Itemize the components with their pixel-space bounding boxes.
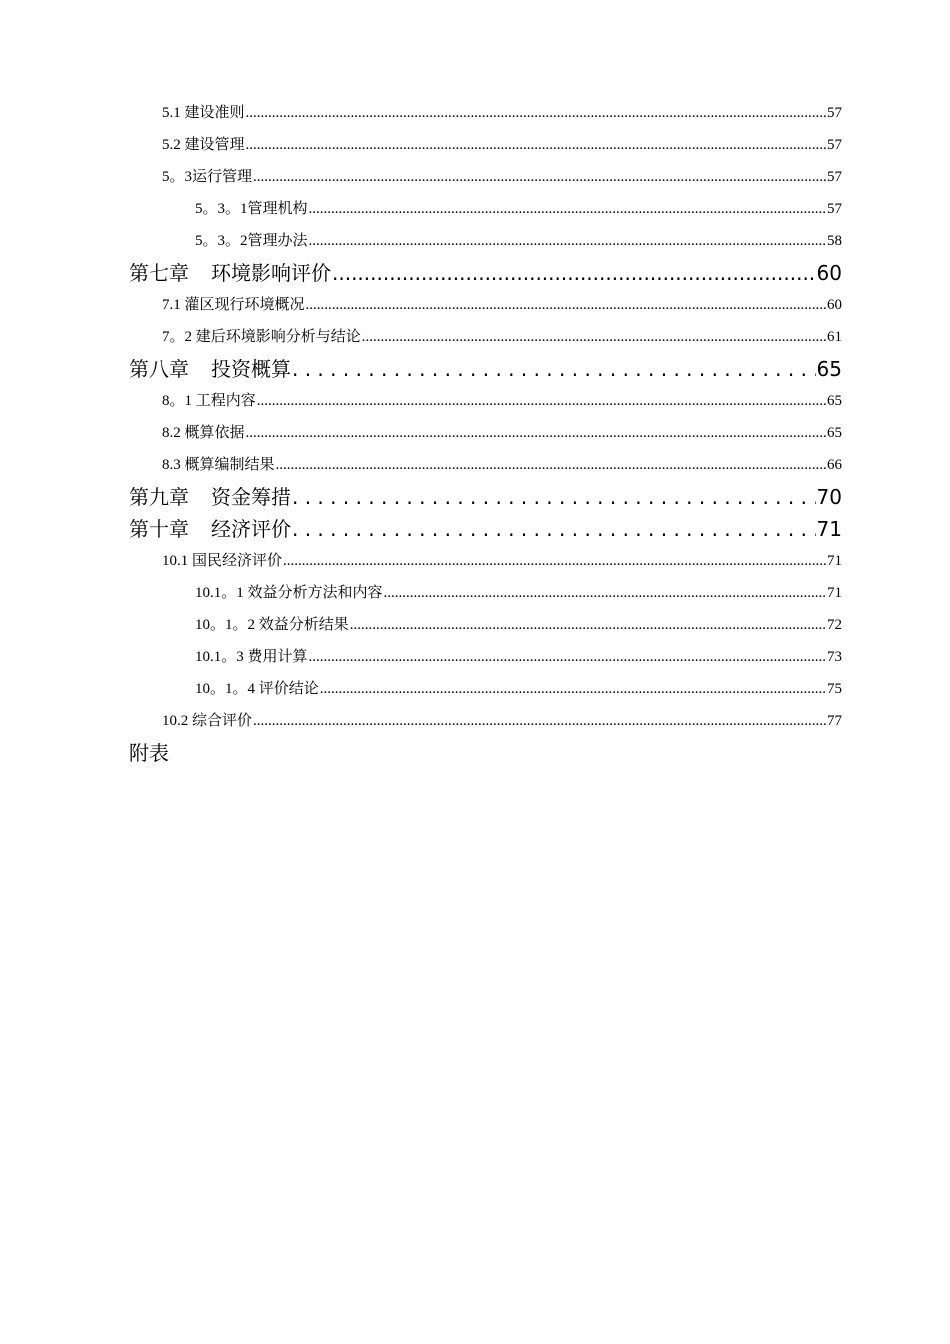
toc-entry-5-3-2[interactable] [129, 225, 842, 257]
toc-entry-page: 57 [827, 137, 842, 153]
toc-leader-dots [384, 577, 826, 609]
toc-entry-number: 5。3。1 [195, 201, 248, 217]
toc-entry-page: 65 [816, 357, 842, 381]
toc-entry-number: 10。1。2 [195, 617, 256, 633]
toc-entry-number: 5.1 [162, 105, 181, 121]
toc-entry-5-3[interactable] [129, 161, 842, 193]
toc-chapter-7[interactable] [129, 257, 842, 289]
toc-entry-5-2[interactable] [129, 129, 842, 161]
toc-entry-title: 评价结论 [258, 681, 319, 697]
toc-chapter-9[interactable] [129, 481, 842, 513]
toc-leader-dots [309, 641, 826, 673]
toc-entry-8-3[interactable] [129, 449, 842, 481]
toc-leader-dots [246, 417, 826, 449]
toc-leader-dots [320, 673, 826, 705]
toc-entry-page: 66 [827, 457, 842, 473]
toc-entry-title: 管理机构 [247, 201, 308, 217]
toc-chapter-number: 第七章 [129, 261, 189, 285]
toc-entry-page: 60 [827, 297, 842, 313]
toc-leader-dots [306, 289, 826, 321]
toc-leader-dots [253, 705, 826, 737]
toc-leader-dots [253, 161, 826, 193]
toc-entry-page: 57 [827, 169, 842, 185]
toc-leader-dots [292, 353, 816, 385]
toc-entry-7-2[interactable] [129, 321, 842, 353]
toc-chapter-10[interactable] [129, 513, 842, 545]
toc-entry-page: 57 [827, 201, 842, 217]
toc-entry-title: 工程内容 [195, 393, 256, 409]
toc-leader-dots [276, 449, 826, 481]
toc-entry-10-1-1[interactable] [129, 577, 842, 609]
toc-entry-5-1[interactable] [129, 97, 842, 129]
toc-entry-page: 70 [816, 485, 842, 509]
toc-entry-number: 10.1 [162, 553, 189, 569]
toc-entry-title: 管理办法 [247, 233, 308, 249]
toc-entry-title: 概算编制结果 [184, 457, 275, 473]
toc-entry-page: 73 [827, 649, 842, 665]
toc-leader-dots [292, 481, 816, 513]
toc-entry-10-1-2[interactable] [129, 609, 842, 641]
toc-entry-title: 建设管理 [184, 137, 245, 153]
toc-entry-page: 60 [816, 261, 842, 285]
toc-entry-number: 7.1 [162, 297, 181, 313]
toc-appendix[interactable] [129, 737, 842, 769]
toc-entry-title: 概算依据 [184, 425, 245, 441]
toc-entry-page: 72 [827, 617, 842, 633]
toc-entry-title: 效益分析方法和内容 [247, 585, 383, 601]
toc-entry-number: 7。2 [162, 329, 193, 345]
toc-entry-title: 效益分析结果 [258, 617, 349, 633]
toc-leader-dots [362, 321, 826, 353]
toc-entry-page: 71 [816, 517, 842, 541]
toc-entry-10-1-3[interactable] [129, 641, 842, 673]
toc-chapter-title: 资金筹措 [211, 485, 291, 509]
toc-entry-title: 综合评价 [192, 713, 253, 729]
toc-entry-page: 77 [827, 713, 842, 729]
toc-entry-page: 65 [827, 393, 842, 409]
toc-appendix-title: 附表 [129, 741, 169, 765]
toc-chapter-number: 第八章 [129, 357, 189, 381]
toc-entry-title: 建后环境影响分析与结论 [195, 329, 361, 345]
toc-entry-page: 75 [827, 681, 842, 697]
toc-entry-page: 65 [827, 425, 842, 441]
toc-entry-title: 运行管理 [192, 169, 253, 185]
toc-entry-number: 8.2 [162, 425, 181, 441]
toc-entry-page: 58 [827, 233, 842, 249]
toc-entry-title: 灌区现行环境概况 [184, 297, 305, 313]
toc-entry-5-3-1[interactable] [129, 193, 842, 225]
toc-leader-dots [292, 513, 816, 545]
toc-leader-dots [332, 257, 816, 289]
toc-entry-number: 10.1。1 [195, 585, 244, 601]
toc-entry-number: 10。1。4 [195, 681, 256, 697]
toc-entry-8-1[interactable] [129, 385, 842, 417]
toc-entry-number: 5。3 [162, 169, 193, 185]
toc-entry-title: 建设准则 [184, 105, 245, 121]
toc-entry-page: 57 [827, 105, 842, 121]
toc-entry-page: 71 [827, 585, 842, 601]
toc-chapter-title: 环境影响评价 [211, 261, 331, 285]
toc-entry-number: 8.3 [162, 457, 181, 473]
toc-entry-10-1-4[interactable] [129, 673, 842, 705]
toc-entry-10-1[interactable] [129, 545, 842, 577]
toc-leader-dots [246, 97, 826, 129]
toc-leader-dots [246, 129, 826, 161]
toc-entry-number: 5。3。2 [195, 233, 248, 249]
toc-entry-page: 61 [827, 329, 842, 345]
toc-chapter-number: 第九章 [129, 485, 189, 509]
toc-entry-number: 10.2 [162, 713, 189, 729]
toc-chapter-8[interactable] [129, 353, 842, 385]
toc-entry-10-2[interactable] [129, 705, 842, 737]
toc-entry-page: 71 [827, 553, 842, 569]
toc-leader-dots [257, 385, 826, 417]
toc-entry-number: 5.2 [162, 137, 181, 153]
toc-entry-title: 费用计算 [247, 649, 308, 665]
toc-chapter-title: 经济评价 [211, 517, 291, 541]
toc-entry-title: 国民经济评价 [192, 553, 283, 569]
toc-leader-dots [350, 609, 826, 641]
toc-leader-dots [309, 225, 826, 257]
toc-entry-number: 8。1 [162, 393, 193, 409]
toc-entry-number: 10.1。3 [195, 649, 244, 665]
toc-leader-dots [309, 193, 826, 225]
toc-entry-7-1[interactable] [129, 289, 842, 321]
toc-entry-8-2[interactable] [129, 417, 842, 449]
toc-chapter-number: 第十章 [129, 517, 189, 541]
table-of-contents [129, 97, 842, 769]
toc-chapter-title: 投资概算 [211, 357, 291, 381]
toc-leader-dots [283, 545, 826, 577]
